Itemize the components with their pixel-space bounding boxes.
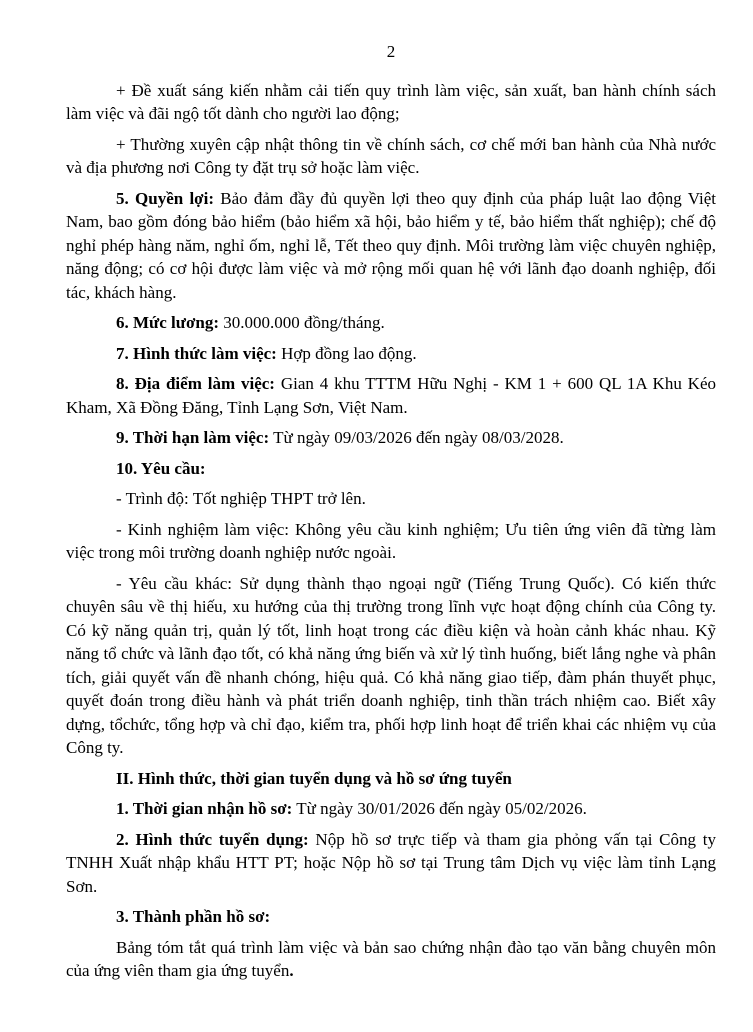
item-text: Bảo đảm đầy đủ quyền lợi theo quy định của pháp luật lao động Việt Nam, bao gồm đóng bảo hiểm (bảo hiểm xã hội, bảo hiểm y tế, bảo hiểm thất nghiệp); chế độ nghỉ phép hàng năm, nghỉ ốm, nghỉ lễ, Tết theo quy định. Môi trường làm việc chuyên nghiệp, năng động; có cơ hội được làm việc và mở rộng mối quan hệ với lãnh đạo doanh nghiệp, đối tác, khách hàng. — [66, 188, 716, 302]
page-number: 2 — [386, 42, 396, 61]
item-receive-time — [66, 797, 716, 821]
item-label: 7. Hình thức làm việc: — [116, 343, 277, 363]
item-label: 1. Thời gian nhận hồ sơ: — [116, 799, 293, 818]
item-label: 5. Quyền lợi: — [116, 188, 214, 208]
item-text: Gian 4 khu TTTM Hữu Nghị - KM 1 + 600 QL 1A Khu Kéo Kham, Xã Đồng Đăng, Tỉnh Lạng Sơn, Việt Nam. — [66, 374, 717, 417]
item-documents — [66, 905, 716, 929]
item-label: 8. Địa điểm làm việc: — [116, 374, 275, 393]
documents-text: Bảng tóm tắt quá trình làm việc và bản sao chứng nhận đào tạo văn bằng chuyên môn của ứng viên tham gia ứng tuyển. — [66, 937, 716, 980]
item-label: 6. Mức lương: — [116, 313, 219, 332]
item-text: Nộp hồ sơ trực tiếp và tham gia phỏng vấn tại Công ty TNHH Xuất nhập khẩu HTT PT; hoặc Nộp hồ sơ tại Trung tâm Dịch vụ việc làm tỉnh Lạng Sơn. — [66, 829, 716, 896]
item-salary — [66, 311, 716, 335]
requirement-other: - Yêu cầu khác: Sử dụng thành thạo ngoại ngữ (Tiếng Trung Quốc). Có kiến thức chuyên sâu về thị hiếu, xu hướng của thị trường trong lĩnh vực hoạt động chính của Công ty. Có kỹ năng quản trị, quản lý tốt, linh hoạt trong các điều kiện và hoàn cảnh khác nhau. Kỹ năng tổ chức và lãnh đạo tốt, có khả năng ứng biến và xử lý tình huống, biết lắng nghe và phân tích, giải quyết vấn đề nhanh chóng, hiệu quả. Có khả năng giao tiếp, đàm phán thuyết phục, quyết đoán trong điều hành và phát triển doanh nghiệp, tinh thần trách nhiệm cao. Biết xây dựng, tổchức, tổng hợp và chỉ đạo, kiểm tra, phối hợp linh hoạt để triển khai các nhiệm vụ của Công ty. — [66, 573, 716, 757]
bullet-proposal: + Đề xuất sáng kiến nhằm cải tiến quy trình làm việc, sản xuất, ban hành chính sách làm việc và đãi ngộ tốt dành cho người lao động; — [66, 80, 716, 123]
item-text: Từ ngày 30/01/2026 đến ngày 05/02/2026. — [292, 799, 587, 818]
requirement-education: - Trình độ: Tốt nghiệp THPT trở lên. — [116, 489, 366, 508]
bullet-update-info: + Thường xuyên cập nhật thông tin về chính sách, cơ chế mới ban hành của Nhà nước và địa phương nơi Công ty đặt trụ sở hoặc làm việc. — [66, 134, 716, 177]
requirement-experience: - Kinh nghiệm làm việc: Không yêu cầu kinh nghiệm; Ưu tiên ứng viên đã từng làm việc trong môi trường doanh nghiệp nước ngoài. — [66, 519, 716, 562]
item-work-form — [66, 342, 716, 366]
item-location — [66, 372, 716, 419]
item-label: 2. Hình thức tuyển dụng: — [116, 829, 309, 849]
item-benefits — [66, 187, 716, 305]
section-heading: II. Hình thức, thời gian tuyển dụng và hồ sơ ứng tuyển — [116, 768, 512, 788]
item-requirements — [66, 457, 716, 481]
item-text: Hợp đồng lao động. — [276, 343, 417, 363]
item-text: Từ ngày 09/03/2026 đến ngày 08/03/2028. — [269, 428, 564, 447]
item-label: 10. Yêu cầu: — [116, 458, 206, 478]
document-page — [66, 40, 716, 990]
item-label: 3. Thành phần hồ sơ: — [116, 907, 271, 926]
item-label: 9. Thời hạn làm việc: — [116, 428, 270, 447]
item-text: 30.000.000 đồng/tháng. — [219, 313, 385, 332]
item-recruit-form — [66, 828, 716, 899]
item-duration — [66, 426, 716, 450]
